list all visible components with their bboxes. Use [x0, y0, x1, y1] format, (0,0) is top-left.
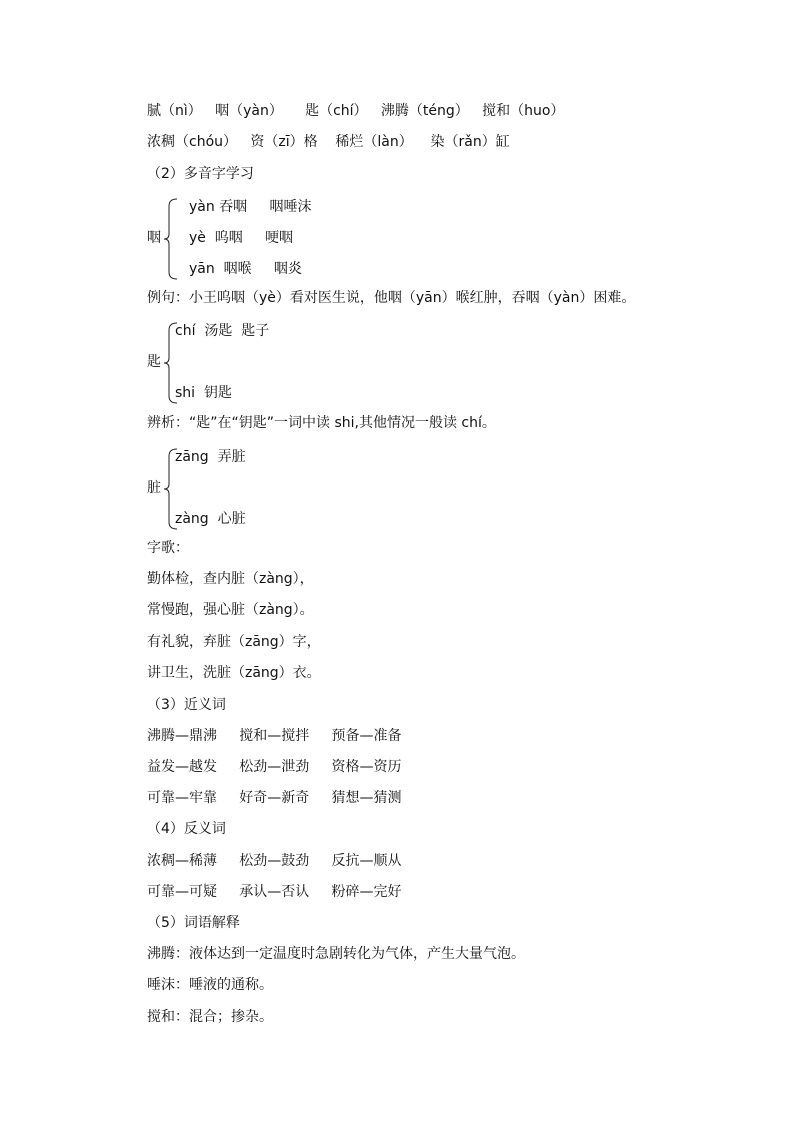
section-heading-antonyms: （4）反义词 [147, 821, 226, 837]
polyphone-group-chi [147, 318, 447, 408]
polyphone-char: 匙 [147, 354, 161, 370]
rhyme-line: 有礼貌，弃脏（zāng）字， [147, 634, 321, 650]
rhyme-line: 勤体检，查内脏（zàng）， [147, 571, 314, 587]
section-heading-definitions: （5）词语解释 [147, 915, 240, 931]
synonym-row: 沸腾—鼎沸 搅和—搅拌 预备—准备 [147, 728, 402, 744]
antonym-row: 可靠—可疑 承认—否认 粉碎—完好 [147, 884, 402, 900]
synonym-row: 益发—越发 松劲—泄劲 资格—资历 [147, 759, 402, 775]
polyphone-option: chí 汤匙 匙子 [175, 323, 270, 339]
antonym-row: 浓稠—稀薄 松劲—鼓劲 反抗—顺从 [147, 853, 402, 869]
polyphone-char: 脏 [147, 480, 161, 496]
definition-line: 唾沫：唾液的通称。 [147, 977, 273, 993]
polyphone-option: yàn 吞咽 咽唾沫 [189, 199, 312, 215]
rhyme-title: 字歌： [147, 540, 189, 556]
polyphone-option: yān 咽喉 咽炎 [189, 261, 302, 277]
vocab-line-1: 腻（nì） 咽（yàn） 匙（chí） 沸腾（téng） 搅和（huo） [147, 103, 565, 119]
vocab-line-2: 浓稠（chóu） 资（zī）格 稀烂（làn） 染（rǎn）缸 [147, 134, 510, 150]
rhyme-line: 讲卫生，洗脏（zāng）衣。 [147, 665, 321, 681]
synonym-row: 可靠—牢靠 好奇—新奇 猜想—猜测 [147, 790, 402, 806]
polyphone-option: zāng 弄脏 [175, 449, 246, 465]
section-heading-synonyms: （3）近义词 [147, 697, 226, 713]
polyphone-option: zàng 心脏 [175, 511, 246, 527]
polyphone-group-zang [147, 444, 447, 534]
section-heading-polyphonic: （2）多音字学习 [147, 166, 254, 182]
curly-brace-icon [163, 198, 179, 280]
example-sentence: 例句：小王呜咽（yè）看对医生说，他咽（yān）喉红肿，吞咽（yàn）困难。 [147, 290, 636, 306]
polyphone-char: 咽 [147, 230, 161, 246]
definition-line: 搅和：混合；掺杂。 [147, 1009, 273, 1025]
polyphone-group-yan [147, 194, 447, 284]
analysis-note: 辨析：“匙”在“钥匙”一词中读 shi,其他情况一般读 chí。 [147, 415, 496, 431]
rhyme-line: 常慢跑，强心脏（zàng）。 [147, 602, 314, 618]
polyphone-option: shi 钥匙 [175, 385, 232, 401]
polyphone-option: yè 呜咽 哽咽 [189, 230, 294, 246]
definition-line: 沸腾：液体达到一定温度时急剧转化为气体，产生大量气泡。 [147, 946, 525, 962]
